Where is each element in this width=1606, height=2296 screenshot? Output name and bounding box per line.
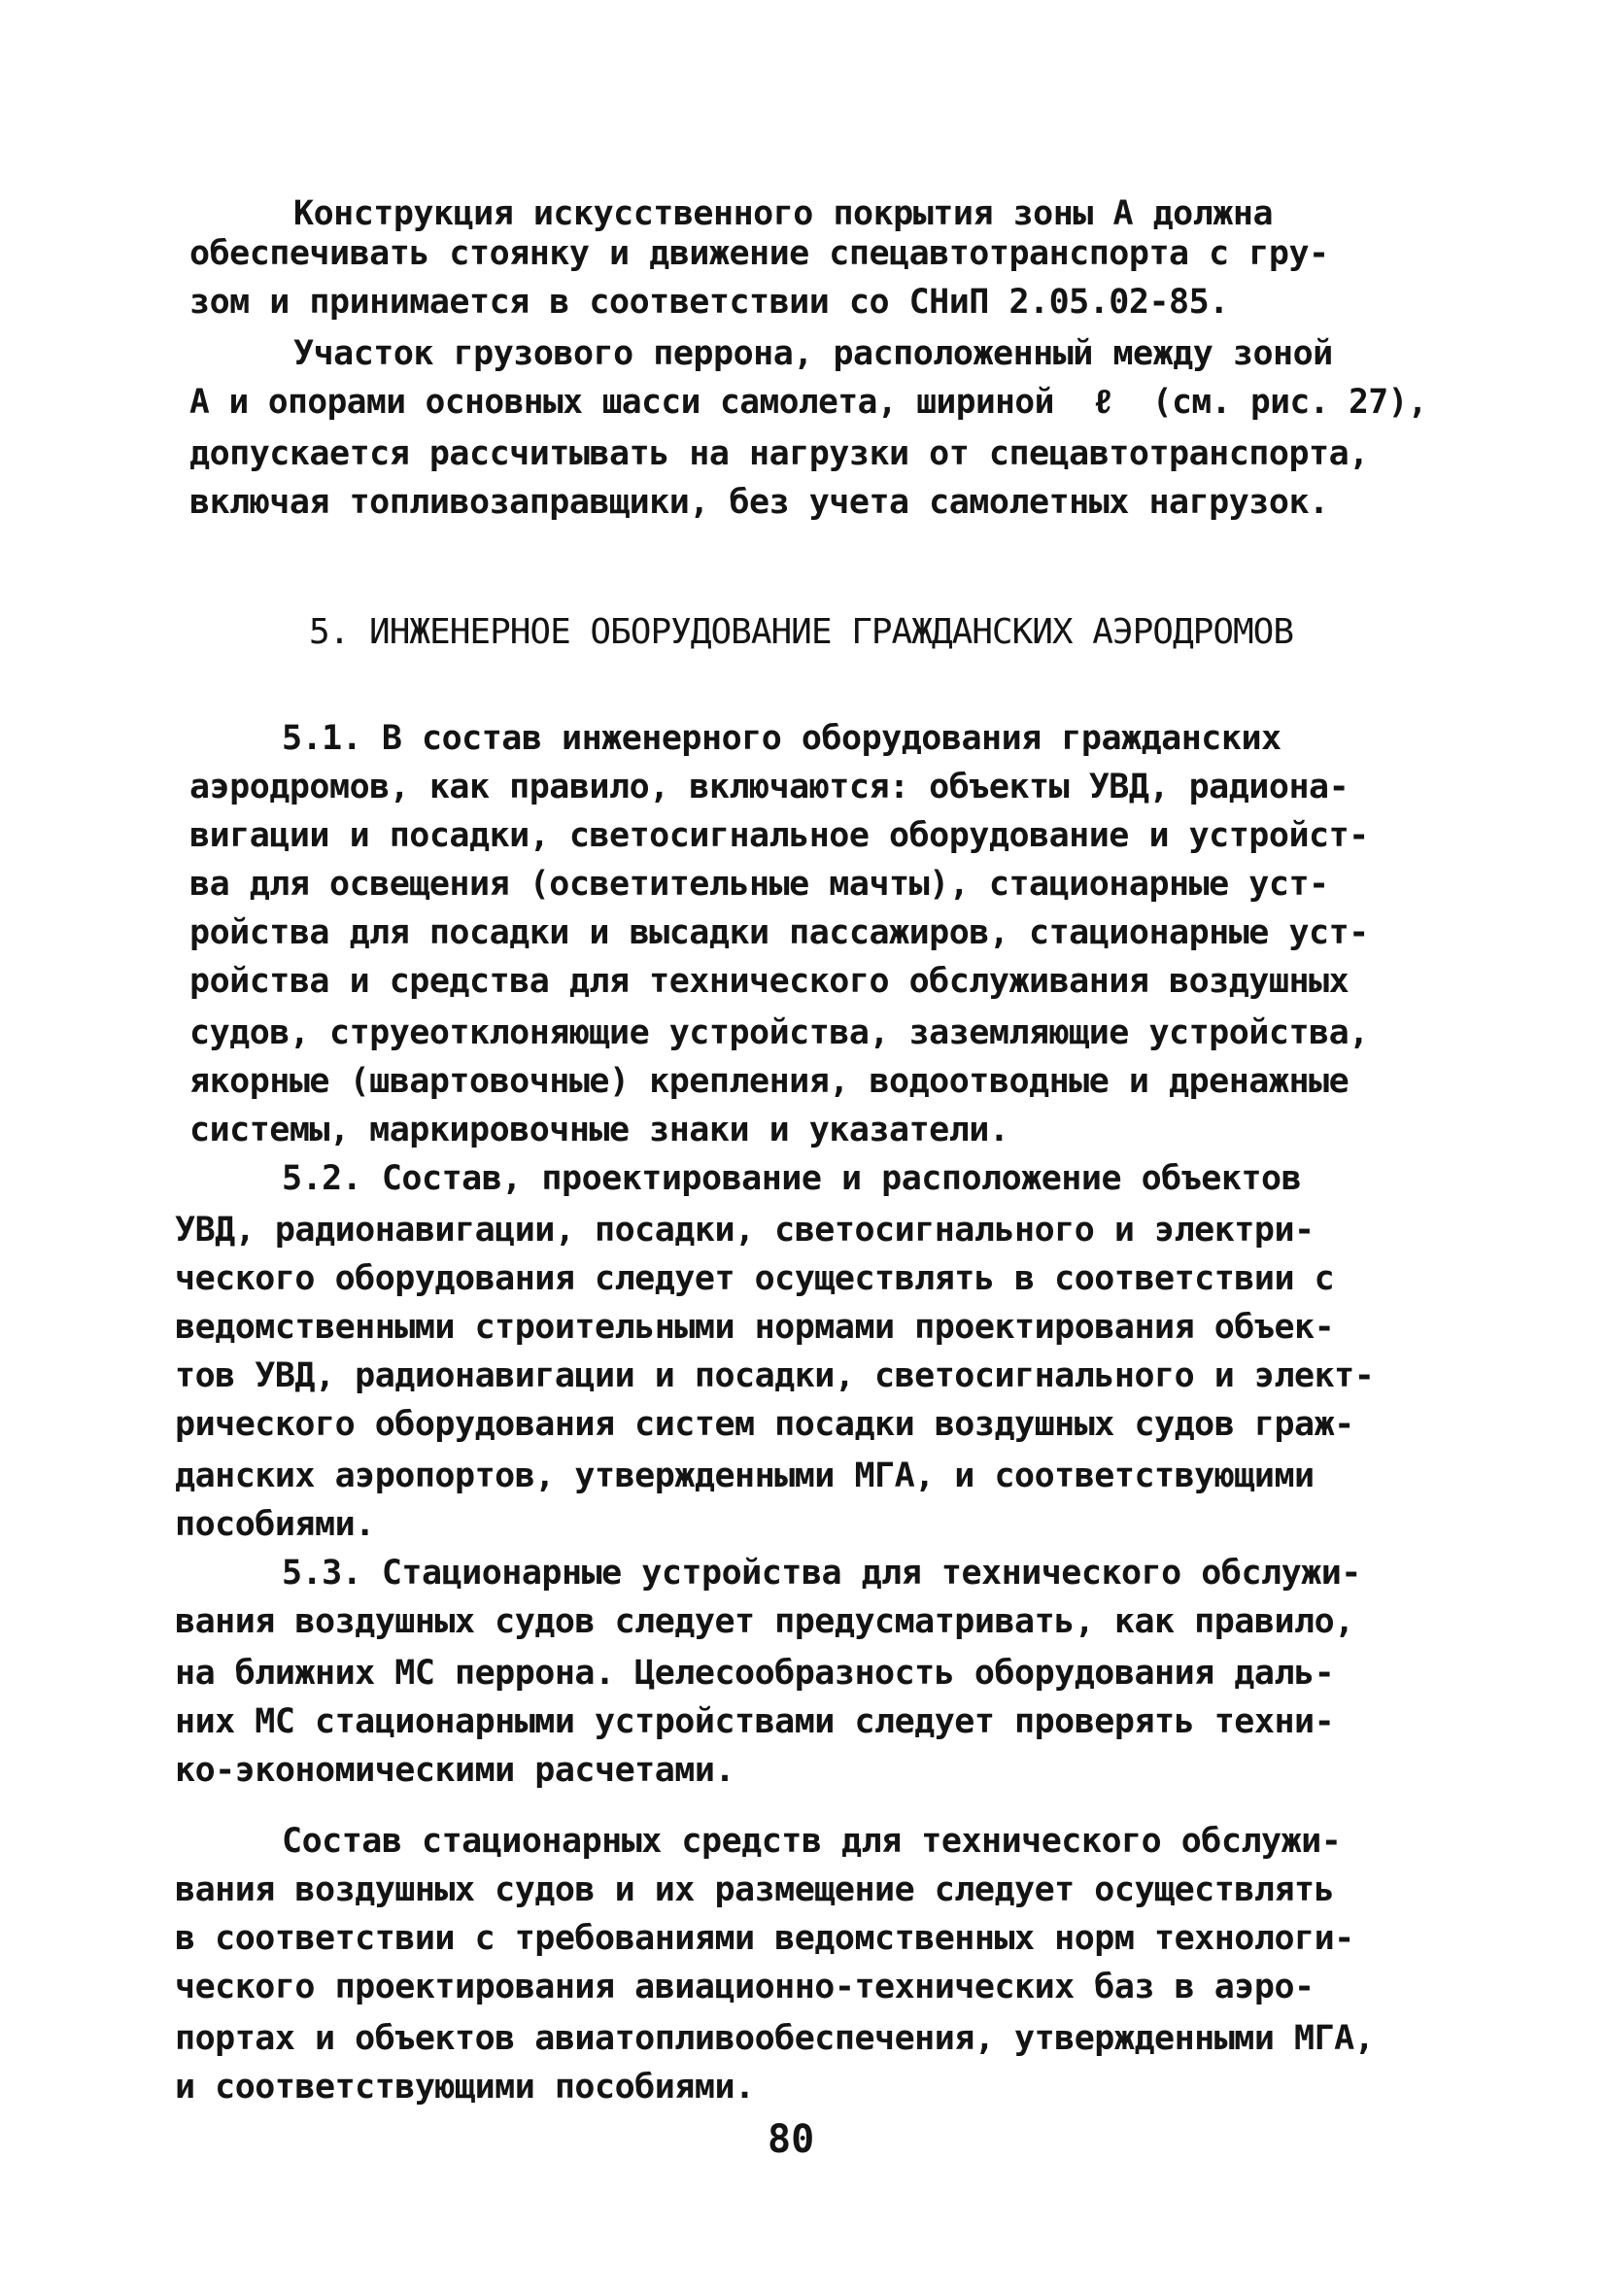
text-line: и соответствующими пособиями.: [175, 2068, 755, 2107]
text-line: рического оборудования систем посадки воздушных судов граж-: [175, 1405, 1354, 1444]
text-line: системы, маркировочные знаки и указатели.: [189, 1111, 1009, 1149]
text-line: ческого проектирования авиационно-технических баз в аэро-: [175, 1968, 1315, 2006]
text-line: УВД, радионавигации, посадки, светосигнального и электри-: [175, 1211, 1315, 1250]
text-line: вигации и посадки, светосигнальное оборудование и устройст-: [189, 816, 1369, 855]
text-line: пособиями.: [175, 1505, 375, 1544]
text-line: на ближних МС перрона. Целесообразность оборудования даль-: [175, 1654, 1335, 1693]
text-line: судов, струеотклоняющие устройства, заземляющие устройства,: [189, 1013, 1369, 1052]
text-line: тов УВД, радионавигации и посадки, светосигнального и элект-: [175, 1356, 1375, 1395]
text-line: них МС стационарными устройствами следует проверять техни-: [175, 1702, 1335, 1741]
text-line: включая топливозаправщики, без учета самолетных нагрузок.: [189, 483, 1329, 522]
section-heading: 5. ИНЖЕНЕРНОЕ ОБОРУДОВАНИЕ ГРАЖДАНСКИХ АЭРОДРОМОВ: [309, 612, 1294, 652]
text-line: ройства для посадки и высадки пассажиров, стационарные уст-: [189, 913, 1369, 952]
page-number: 80: [768, 2117, 815, 2162]
text-line: Состав стационарных средств для технического обслужи-: [282, 1822, 1342, 1861]
text-line: 5.3. Стационарные устройства для технического обслужи-: [282, 1554, 1361, 1593]
text-line: портах и объектов авиатопливообеспечения, утвержденными МГА,: [175, 2019, 1375, 2058]
text-line: Конструкция искусственного покрытия зоны А должна: [293, 194, 1274, 233]
text-line: ройства и средства для технического обслуживания воздушных: [189, 962, 1350, 1001]
text-line: зом и принимается в соответствии со СНиП 2.05.02-85.: [189, 283, 1229, 322]
text-line: 5.1. В состав инженерного оборудования гражданских: [282, 719, 1281, 758]
text-line: ва для освещения (осветительные мачты), стационарные уст-: [189, 865, 1329, 904]
text-line: аэродромов, как правило, включаются: объекты УВД, радиона-: [189, 768, 1350, 806]
text-line: 5.2. Состав, проектирование и расположение объектов: [282, 1159, 1302, 1198]
text-line: обеспечивать стоянку и движение спецавтотранспорта с гру-: [189, 234, 1329, 273]
text-line: Участок грузового перрона, расположенный между зоной: [293, 334, 1333, 373]
text-line: вания воздушных судов следует предусматривать, как правило,: [175, 1602, 1354, 1641]
text-line: в соответствии с требованиями ведомственных норм технологи-: [175, 1919, 1354, 1958]
text-line: данских аэропортов, утвержденными МГА, и соответствующими: [175, 1456, 1315, 1495]
text-line: ко-экономическими расчетами.: [175, 1751, 735, 1790]
text-line: А и опорами основных шасси самолета, шириной ℓ (см. рис. 27),: [189, 383, 1428, 422]
text-line: ческого оборудования следует осуществлять в соответствии с: [175, 1259, 1335, 1298]
text-line: допускается рассчитывать на нагрузки от спецавтотранспорта,: [189, 434, 1369, 473]
text-line: вания воздушных судов и их размещение следует осуществлять: [175, 1870, 1335, 1909]
text-line: якорные (швартовочные) крепления, водоотводные и дренажные: [189, 1062, 1350, 1101]
text-line: ведомственными строительными нормами проектирования объек-: [175, 1308, 1335, 1347]
